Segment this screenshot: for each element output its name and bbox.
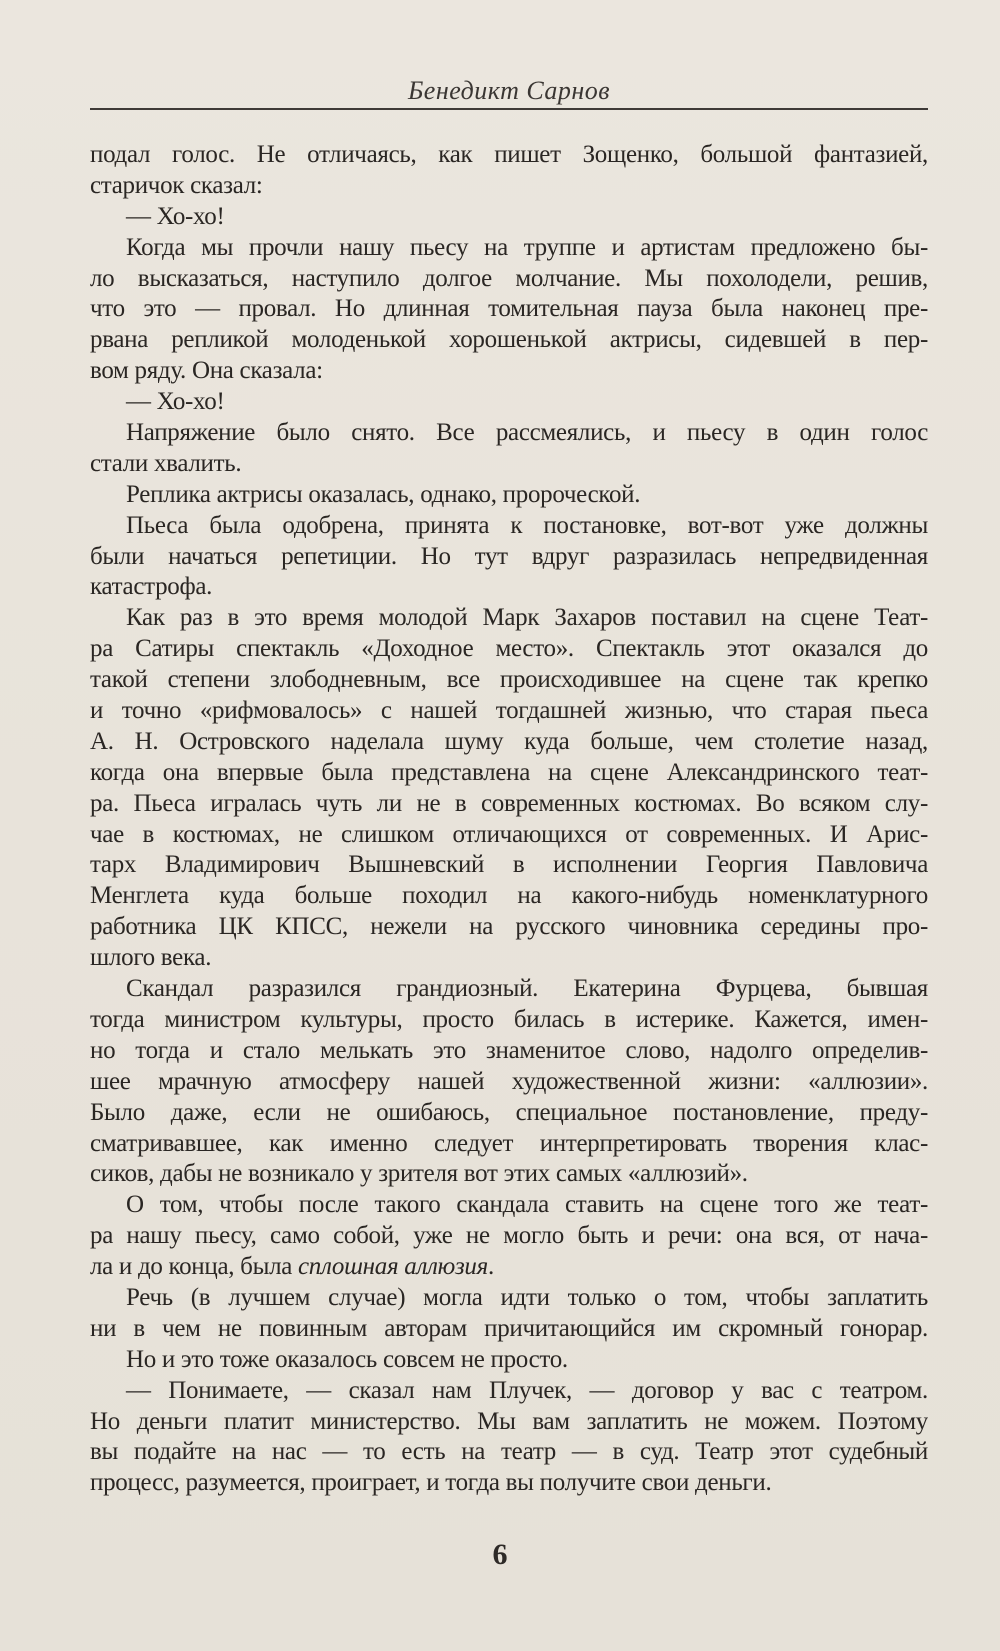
text-line-content: тогда министром культуры, просто билась в истерике. Кажется, имен- (90, 1005, 928, 1033)
text-line (90, 1159, 928, 1190)
text-line (90, 789, 928, 820)
text-line-content: тарх Владимирович Вышневский в исполнении Георгия Павловича (90, 851, 928, 879)
text-line-content: подал голос. Не отличаясь, как пишет Зощенко, большой фантазией, (90, 141, 928, 168)
text-line-content: и точно «рифмовалось» с нашей тогдашней жизнью, что старая пьеса (90, 697, 928, 725)
text-line-content: ла и до конца, была (90, 1253, 298, 1281)
text-line (90, 1067, 928, 1098)
page-number: 6 (492, 1538, 508, 1571)
text-line-content: Но деньги платит министерство. Мы вам заплатить не можем. Поэтому (90, 1407, 928, 1435)
text-line-content: были начаться репетиции. Но тут вдруг разразилась непредвиденная (90, 542, 928, 570)
text-line-content: А. Н. Островского наделала шуму куда больше, чем столетие назад, (90, 727, 928, 755)
text-line (90, 264, 928, 295)
text-line (90, 1437, 928, 1468)
text-line-content: такой степени злободневным, все происходившее на сцене так крепко (90, 666, 928, 694)
text-line (90, 727, 928, 758)
text-line-content: Реплика актрисы оказалась, однако, пророческой. (126, 480, 641, 508)
text-line-content: ра. Пьеса игралась чуть ли не в современных костюмах. Во всяком слу- (90, 789, 928, 817)
text-line (90, 511, 928, 542)
text-line-content: Но и это тоже оказалось совсем не просто. (126, 1345, 568, 1373)
body-text (90, 140, 928, 1499)
text-line-content: работника ЦК КПСС, нежели на русского чиновника середины про- (90, 913, 928, 941)
text-line-content: рвана репликой молоденькой хорошенькой актрисы, сидевшей в пер- (90, 326, 928, 354)
text-line (90, 356, 928, 387)
text-line (90, 418, 928, 449)
text-line-content: шлого века. (90, 944, 212, 972)
text-line (90, 758, 928, 789)
text-line (90, 1005, 928, 1036)
text-line-content: сиков, дабы не возникало у зрителя вот этих самых «аллюзий». (90, 1160, 748, 1188)
text-line (90, 294, 928, 325)
text-line (90, 480, 928, 511)
text-line (90, 233, 928, 264)
text-line-content: катастрофа. (90, 573, 213, 601)
text-line (90, 943, 928, 974)
text-line (90, 603, 928, 634)
text-line-content: — Хо-хо! (126, 202, 225, 230)
text-line-content: Когда мы прочли нашу пьесу на труппе и артистам предложено бы- (126, 233, 928, 261)
text-line (90, 850, 928, 881)
text-line (90, 1252, 928, 1283)
text-line (90, 1190, 928, 1221)
text-line (90, 1314, 928, 1345)
text-line-content: ни в чем не повинным авторам причитающийся им скромный гонорар. (90, 1314, 928, 1342)
running-head-author: Бенедикт Сарнов (407, 76, 611, 105)
text-line-content: стали хвалить. (90, 449, 242, 477)
text-line-content: ра Сатиры спектакль «Доходное место». Спектакль этот оказался до (90, 635, 928, 663)
text-line (90, 665, 928, 696)
text-line (90, 1468, 928, 1499)
text-line-content: ра нашу пьесу, само собой, уже не могло быть и речи: она вся, от нача- (90, 1222, 928, 1250)
text-line-content: — Понимаете, — сказал нам Плучек, — договор у вас с театром. (126, 1376, 928, 1404)
text-line-content: сматривавшее, как именно следует интерпретировать творения клас- (90, 1129, 928, 1157)
text-line-content: что это — провал. Но длинная томительная пауза была наконец пре- (90, 295, 928, 323)
text-line (90, 696, 928, 727)
text-line (90, 449, 928, 480)
text-line (90, 1036, 928, 1067)
text-line-content: ло высказаться, наступило долгое молчание. Мы похолодели, решив, (90, 264, 928, 292)
text-line-content: О том, чтобы после такого скандала ставить на сцене того же теат- (126, 1191, 928, 1219)
text-line-content: старичок сказал: (90, 171, 263, 199)
text-line-content: шее мрачную атмосферу нашей художественной жизни: «аллюзии». (90, 1067, 928, 1095)
text-line (90, 1345, 928, 1376)
text-line-content: — Хо-хо! (126, 388, 225, 416)
header-rule (90, 108, 928, 110)
text-line (90, 881, 928, 912)
text-line-content: Скандал разразился грандиозный. Екатерина Фурцева, бывшая (126, 975, 928, 1003)
text-line (90, 820, 928, 851)
text-line-content: Как раз в это время молодой Марк Захаров поставил на сцене Теат- (126, 604, 928, 632)
text-line (90, 140, 928, 171)
text-line-content: Было даже, если не ошибаюсь, специальное постановление, преду- (90, 1098, 928, 1126)
text-line (90, 1129, 928, 1160)
text-line-content: но тогда и стало мелькать это знаменитое слово, надолго определив- (90, 1036, 928, 1064)
text-line (90, 1098, 928, 1129)
text-line (90, 974, 928, 1005)
text-line-content: процесс, разумеется, проиграет, и тогда вы получите свои деньги. (90, 1469, 772, 1497)
text-line-content: чае в костюмах, не слишком отличающихся от современных. И Арис- (90, 820, 928, 848)
text-line-tail: . (487, 1253, 494, 1281)
text-line (90, 1283, 928, 1314)
text-line (90, 202, 928, 233)
text-line (90, 387, 928, 418)
text-line-content: вом ряду. Она сказала: (90, 357, 323, 385)
italic-phrase: сплошная аллюзия (298, 1253, 488, 1281)
text-line-content: Напряжение было снято. Все рассмеялись, и пьесу в один голос (126, 419, 928, 447)
text-line-content: Менглета куда больше походил на какого-нибудь номенклатурного (90, 882, 928, 910)
text-line (90, 634, 928, 665)
text-line (90, 912, 928, 943)
text-line (90, 325, 928, 356)
text-line (90, 572, 928, 603)
text-line-content: Пьеса была одобрена, принята к постановке, вот-вот уже должны (126, 511, 928, 539)
text-line (90, 542, 928, 573)
text-line-content: вы подайте на нас — то есть на театр — в суд. Театр этот судебный (90, 1438, 928, 1466)
text-line (90, 1221, 928, 1252)
text-line-content: когда она впервые была представлена на сцене Александринского теат- (90, 758, 928, 786)
text-line-content: Речь (в лучшем случае) могла идти только о том, чтобы заплатить (126, 1283, 928, 1311)
text-line (90, 1376, 928, 1407)
text-line (90, 171, 928, 202)
text-line (90, 1407, 928, 1438)
